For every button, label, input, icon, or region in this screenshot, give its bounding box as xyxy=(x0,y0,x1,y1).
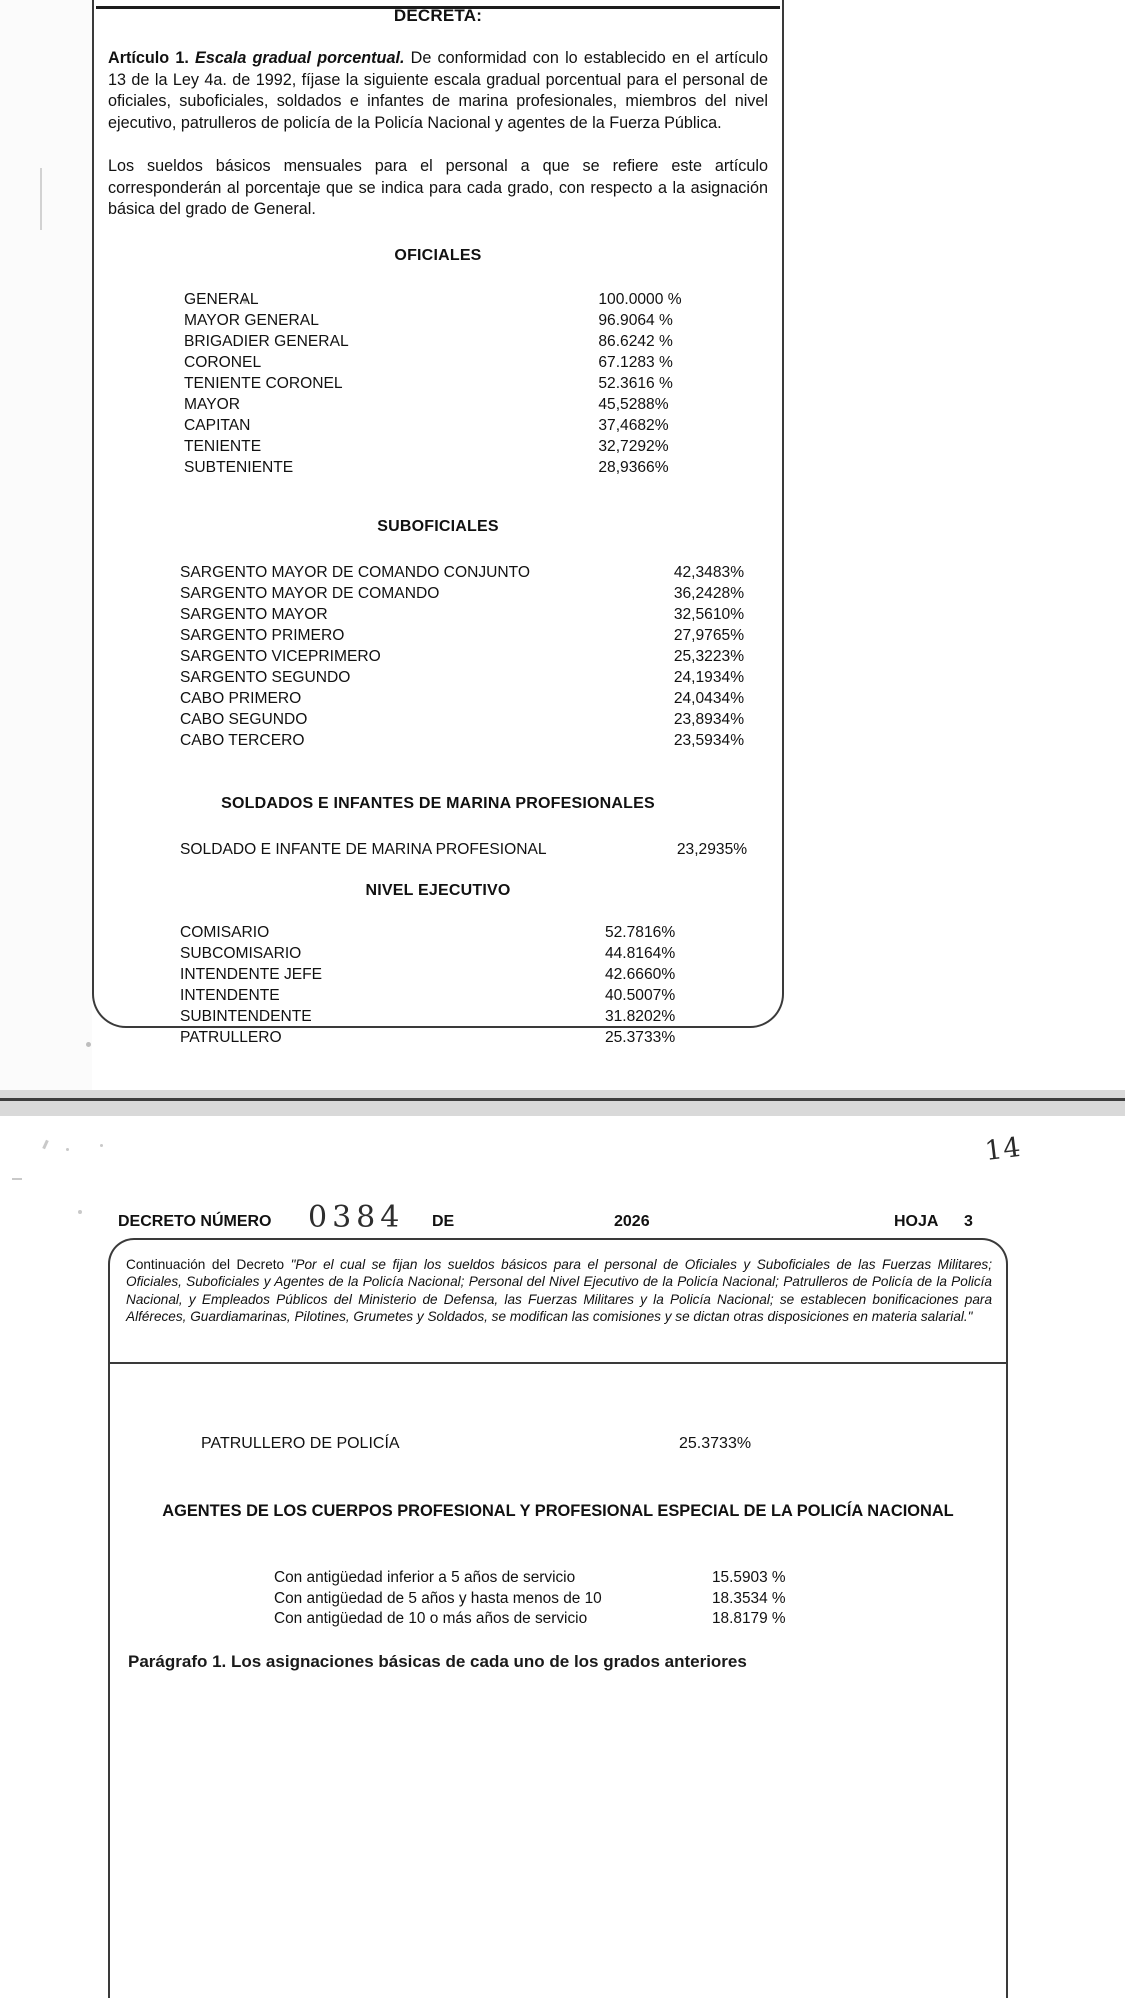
page-gap xyxy=(0,1090,1125,1116)
grade-label: SUBCOMISARIO xyxy=(180,944,302,962)
grade-label: SARGENTO MAYOR DE COMANDO CONJUNTO xyxy=(180,563,531,581)
grade-value: 36,2428% xyxy=(673,584,745,602)
cut-off-paragraph: Parágrafo 1. Los asignaciones básicas de cada uno de los grados anteriores xyxy=(128,1652,747,1671)
grade-label: SUBINTENDENTE xyxy=(180,1007,312,1025)
page1-bottom-edge xyxy=(0,1098,1125,1101)
table-row xyxy=(108,394,768,415)
table-row xyxy=(108,625,768,646)
grade-label: GENERAL xyxy=(184,290,259,308)
grade-label: CAPITAN xyxy=(184,416,251,434)
continuation-quoted-title: "Por el cual se fijan los sueldos básicos para el personal de Oficiales y Suboficiales de las Fuerzas Militares; Oficiales, Suboficiales y Agentes de la Policía Nacional; Personal del Nivel Ejecutivo de la Policía Nacional; Patrulleros de Policía de la Policía Nacional, y Empleados Públicos del Ministerio de Defensa, las Fuerzas Militares y la Policía Nacional; se establecen bonificaciones para Alféreces, Guardiamarinas, Pilotines, Grumetes y Soldados, se modifican las comisiones y se dictan otras disposiciones en materia salarial." xyxy=(126,1257,993,1325)
grade-label: SARGENTO PRIMERO xyxy=(180,626,345,644)
page2-smudge-b xyxy=(66,1148,69,1151)
section-title-oficiales: OFICIALES xyxy=(394,246,482,264)
grade-value: 37,4682% xyxy=(598,416,669,434)
grade-label: SARGENTO SEGUNDO xyxy=(180,668,351,686)
grade-value: 96.9064 % xyxy=(598,311,673,329)
table-row xyxy=(108,667,768,688)
grade-value: 25.3733% xyxy=(679,1435,752,1452)
grade-value: 44.8164% xyxy=(604,944,676,962)
grade-value: 32,5610% xyxy=(673,605,745,623)
section-title-soldados: SOLDADOS E INFANTES DE MARINA PROFESIONALES xyxy=(221,794,655,812)
grade-label: SUBTENIENTE xyxy=(184,458,294,476)
grade-value: 40.5007% xyxy=(604,986,676,1004)
grade-value: 52.3616 % xyxy=(598,374,673,392)
article-body: De conformidad con lo establecido en el artículo 13 de la Ley 4a. de 1992, fíjase la siguiente escala gradual porcentual para el personal de oficiales, suboficiales, soldados e infantes de marina profesionales, miembros del nivel ejecutivo, patrulleros de policía de la Policía Nacional y agentes de la Fuerza Pública. xyxy=(108,49,769,132)
table-row xyxy=(108,310,768,331)
table-row xyxy=(108,943,768,964)
page1-speck-b xyxy=(86,1042,91,1047)
table-row xyxy=(108,352,768,373)
decreta-heading: DECRETA: xyxy=(393,6,483,25)
hoja-number: 3 xyxy=(964,1213,973,1230)
section-title-suboficiales: SUBOFICIALES xyxy=(377,517,499,535)
grade-label: SARGENTO MAYOR xyxy=(180,605,328,623)
table-nivel-ejecutivo xyxy=(108,922,768,1048)
table-row xyxy=(108,289,768,310)
table-row xyxy=(108,373,768,394)
table-row xyxy=(108,415,768,436)
table-row xyxy=(108,922,768,943)
grade-label: PATRULLERO xyxy=(180,1028,282,1046)
table-row xyxy=(108,1609,1008,1630)
agente-value: 18.8179 % xyxy=(712,1610,786,1627)
table-agentes xyxy=(108,1568,1008,1630)
table-row xyxy=(108,583,768,604)
grade-label: TENIENTE CORONEL xyxy=(184,374,343,392)
grade-label: MAYOR GENERAL xyxy=(184,311,319,329)
table-row xyxy=(108,1027,768,1048)
handwritten-page-number: 14 xyxy=(982,1131,1023,1168)
agente-label: Con antigüedad inferior a 5 años de servicio xyxy=(274,1569,576,1586)
page2-smudge-d xyxy=(12,1178,22,1180)
table-row xyxy=(110,1434,1010,1454)
section-title-agentes: AGENTES DE LOS CUERPOS PROFESIONAL Y PROFESIONAL ESPECIAL DE LA POLICÍA NACIONAL xyxy=(162,1502,954,1520)
patrullero-de-policia-row xyxy=(110,1434,1010,1454)
agente-value: 18.3534 % xyxy=(712,1589,786,1607)
grade-value: 24,1934% xyxy=(673,668,745,686)
table-oficiales xyxy=(108,289,768,478)
page2-smudge-e xyxy=(78,1210,82,1214)
grade-value: 67.1283 % xyxy=(598,353,673,371)
table-row xyxy=(108,1568,1008,1589)
grade-value: 42.6660% xyxy=(604,965,676,983)
page1-left-guide xyxy=(40,168,42,230)
grade-value: 32,7292% xyxy=(598,437,669,455)
table-row xyxy=(108,436,768,457)
decreto-number-handwritten: 0384 xyxy=(308,1200,405,1235)
table-row xyxy=(108,964,768,985)
grade-value: 52.7816% xyxy=(604,923,676,941)
continuation-block xyxy=(126,1256,992,1326)
continuation-prefix: Continuación del Decreto xyxy=(126,1257,291,1272)
grade-value: 28,9366% xyxy=(598,458,669,476)
decreto-numero-label: DECRETO NÚMERO xyxy=(118,1213,272,1230)
grade-value: 100.0000 % xyxy=(598,290,682,308)
grade-value: 23,5934% xyxy=(673,731,745,749)
grade-label: CABO PRIMERO xyxy=(180,689,302,707)
grade-value: 24,0434% xyxy=(673,689,745,707)
grade-label: CORONEL xyxy=(184,353,262,371)
grade-label: CABO TERCERO xyxy=(180,731,305,749)
table-suboficiales xyxy=(108,562,768,751)
grade-value: 23,8934% xyxy=(673,710,745,728)
table-row xyxy=(108,730,768,751)
page1-content xyxy=(108,0,768,1112)
grade-value: 31.8202% xyxy=(604,1007,676,1025)
table-row xyxy=(108,331,768,352)
agente-label: Con antigüedad de 5 años y hasta menos de 10 xyxy=(274,1589,602,1607)
article-title: Escala gradual porcentual. xyxy=(195,49,405,67)
article-1-paragraph xyxy=(108,48,768,134)
grade-label: PATRULLERO DE POLICÍA xyxy=(201,1435,400,1452)
grade-label: TENIENTE xyxy=(184,437,262,455)
grade-label: SARGENTO VICEPRIMERO xyxy=(180,647,381,665)
grade-value: 25,3223% xyxy=(673,647,745,665)
grade-value: 25.3733% xyxy=(604,1028,676,1046)
article-number: Artículo 1. xyxy=(108,49,189,67)
grade-label: BRIGADIER GENERAL xyxy=(184,332,349,350)
grade-value: 86.6242 % xyxy=(598,332,673,350)
grade-label: INTENDENTE JEFE xyxy=(180,965,323,983)
table-row xyxy=(108,604,768,625)
table-row xyxy=(108,1589,1008,1610)
grade-value: 42,3483% xyxy=(673,563,745,581)
table-row xyxy=(108,457,768,478)
page2-divider xyxy=(110,1362,1006,1364)
grade-label: INTENDENTE xyxy=(180,986,280,1004)
table-row xyxy=(108,985,768,1006)
table-row xyxy=(108,562,768,583)
table-row xyxy=(108,839,768,860)
table-row xyxy=(108,646,768,667)
agente-value: 15.5903 % xyxy=(712,1569,786,1586)
table-row xyxy=(108,688,768,709)
agente-label: Con antigüedad de 10 o más años de servicio xyxy=(274,1610,588,1627)
grade-label: MAYOR xyxy=(184,395,241,413)
paragraph-2: Los sueldos básicos mensuales para el personal a que se refiere este artículo corresponderán al porcentaje que se indica para cada grado, con respecto a la asignación básica del grado de General. xyxy=(108,157,768,218)
hoja-label: HOJA xyxy=(894,1213,939,1230)
section-title-nivel-ejecutivo: NIVEL EJECUTIVO xyxy=(365,881,511,899)
table-row xyxy=(108,1006,768,1027)
table-row xyxy=(108,709,768,730)
grade-label: COMISARIO xyxy=(180,923,270,941)
grade-label: SOLDADO E INFANTE DE MARINA PROFESIONAL xyxy=(180,840,547,858)
page2-smudge-a xyxy=(42,1140,49,1149)
page1-left-margin xyxy=(0,0,92,1090)
de-label: DE xyxy=(432,1213,455,1230)
grade-value: 23,2935% xyxy=(676,840,748,858)
page2-smudge-c xyxy=(100,1144,103,1147)
decreto-year: 2026 xyxy=(614,1213,650,1230)
grade-label: SARGENTO MAYOR DE COMANDO xyxy=(180,584,440,602)
scanned-page-2 xyxy=(0,1116,1125,1989)
grade-value: 27,9765% xyxy=(673,626,745,644)
table-soldados xyxy=(108,839,768,860)
page2-header xyxy=(118,1200,1018,1240)
grade-value: 45,5288% xyxy=(598,395,669,413)
grade-label: CABO SEGUNDO xyxy=(180,710,308,728)
